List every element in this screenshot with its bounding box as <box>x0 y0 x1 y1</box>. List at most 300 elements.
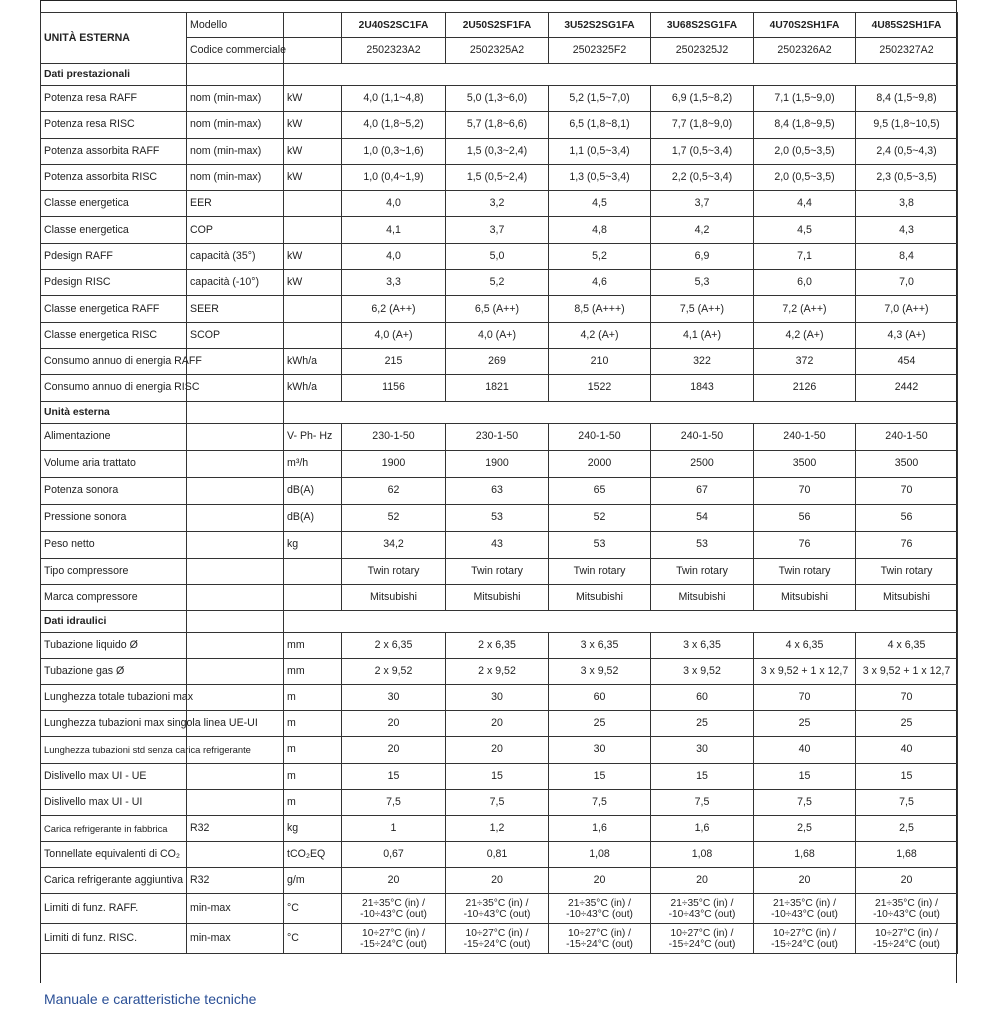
spec-value: 4,3 (A+) <box>856 322 958 348</box>
spec-value: 5,2 <box>446 270 549 296</box>
spec-value: 4,1 (A+) <box>651 322 754 348</box>
footer-heading-fragment: Manuale e caratteristiche tecniche <box>44 991 257 1007</box>
row-sublabel <box>187 558 284 584</box>
spec-value: 4,2 (A+) <box>549 322 651 348</box>
spec-row <box>41 868 958 894</box>
spec-row <box>41 477 958 504</box>
row-label: Potenza resa RAFF <box>41 86 187 112</box>
row-unit: kW <box>284 243 342 269</box>
spec-value: 2,0 (0,5~3,5) <box>754 138 856 164</box>
spec-value: 2000 <box>549 450 651 477</box>
spec-value: 53 <box>549 531 651 558</box>
row-label: Peso netto <box>41 531 187 558</box>
row-sublabel: nom (min-max) <box>187 164 284 190</box>
commercial-code: 2502325A2 <box>446 38 549 64</box>
spec-value: 2 x 9,52 <box>446 658 549 684</box>
spec-row <box>41 450 958 477</box>
row-unit: V- Ph- Hz <box>284 423 342 450</box>
section-row <box>41 401 958 423</box>
spec-value: Mitsubishi <box>549 584 651 610</box>
row-sublabel <box>187 450 284 477</box>
spec-value: 6,9 (1,5~8,2) <box>651 86 754 112</box>
row-unit: dB(A) <box>284 504 342 531</box>
spec-value: 15 <box>856 763 958 789</box>
spec-value: 30 <box>446 684 549 710</box>
spec-value: Twin rotary <box>549 558 651 584</box>
row-unit: kW <box>284 164 342 190</box>
spec-value: 4,3 <box>856 217 958 243</box>
spec-value: 210 <box>549 348 651 374</box>
spec-value: 56 <box>754 504 856 531</box>
spec-row <box>41 632 958 658</box>
spec-value: 7,5 <box>856 789 958 815</box>
spec-row <box>41 191 958 217</box>
spec-value: 5,0 (1,3~6,0) <box>446 86 549 112</box>
row-unit: m <box>284 763 342 789</box>
spec-value: 20 <box>754 868 856 894</box>
spec-row <box>41 737 958 763</box>
row-label: Pdesign RAFF <box>41 243 187 269</box>
spec-value: 3,2 <box>446 191 549 217</box>
spec-value: 1900 <box>446 450 549 477</box>
spec-value: 1900 <box>342 450 446 477</box>
spec-value: 7,0 <box>856 270 958 296</box>
spec-value: 25 <box>549 711 651 737</box>
spec-value: 269 <box>446 348 549 374</box>
spec-value: 5,2 <box>549 243 651 269</box>
spec-value: Mitsubishi <box>446 584 549 610</box>
spec-value: 6,0 <box>754 270 856 296</box>
row-unit: kW <box>284 138 342 164</box>
spec-row <box>41 558 958 584</box>
spec-value: 1,0 (0,3~1,6) <box>342 138 446 164</box>
section-title: Unità esterna <box>41 401 187 423</box>
row-sublabel: R32 <box>187 868 284 894</box>
spec-value: 8,5 (A+++) <box>549 296 651 322</box>
row-label: Classe energetica <box>41 217 187 243</box>
model-name: 2U50S2SF1FA <box>446 13 549 38</box>
spec-value: 2,5 <box>754 815 856 841</box>
spec-row <box>41 815 958 841</box>
spec-value: 4,4 <box>754 191 856 217</box>
header-code-label: Codice commerciale <box>187 38 284 64</box>
row-label: Carica refrigerante in fabbrica <box>41 815 187 841</box>
row-unit: m³/h <box>284 450 342 477</box>
row-label: Classe energetica <box>41 191 187 217</box>
section-empty-cell <box>187 64 284 86</box>
row-label: Limiti di funz. RISC. <box>41 924 187 954</box>
spec-value: 3500 <box>754 450 856 477</box>
row-sublabel <box>187 658 284 684</box>
row-unit: m <box>284 711 342 737</box>
row-unit <box>284 322 342 348</box>
spec-value: 1,08 <box>651 842 754 868</box>
header-empty-cell <box>284 13 342 38</box>
row-unit: kW <box>284 112 342 138</box>
model-name: 3U68S2SG1FA <box>651 13 754 38</box>
row-sublabel <box>187 531 284 558</box>
spec-value: 6,2 (A++) <box>342 296 446 322</box>
spec-value: 230-1-50 <box>446 423 549 450</box>
spec-value: 4 x 6,35 <box>754 632 856 658</box>
row-label: Lunghezza tubazioni std senza carica refrigerante <box>41 737 187 763</box>
spec-value: 15 <box>549 763 651 789</box>
spec-value: Mitsubishi <box>342 584 446 610</box>
row-label: Classe energetica RAFF <box>41 296 187 322</box>
spec-value: 60 <box>651 684 754 710</box>
spec-value: 1,68 <box>754 842 856 868</box>
spec-value: 1,08 <box>549 842 651 868</box>
spec-value: 4,0 (1,8~5,2) <box>342 112 446 138</box>
spec-value: 1821 <box>446 375 549 401</box>
spec-value: 3 x 9,52 + 1 x 12,7 <box>754 658 856 684</box>
spec-value: 30 <box>342 684 446 710</box>
spec-table-body <box>41 13 958 954</box>
row-sublabel: SEER <box>187 296 284 322</box>
spec-value: 4 x 6,35 <box>856 632 958 658</box>
row-sublabel: nom (min-max) <box>187 86 284 112</box>
spec-value: 5,3 <box>651 270 754 296</box>
row-unit: m <box>284 737 342 763</box>
row-unit <box>284 584 342 610</box>
spec-value: 63 <box>446 477 549 504</box>
spec-value: 3 x 9,52 + 1 x 12,7 <box>856 658 958 684</box>
row-sublabel <box>187 789 284 815</box>
spec-value: 40 <box>754 737 856 763</box>
row-label: Marca compressore <box>41 584 187 610</box>
spec-value: 3 x 9,52 <box>651 658 754 684</box>
spec-value: 20 <box>549 868 651 894</box>
section-empty-cell <box>187 610 284 632</box>
spec-value: 7,5 <box>754 789 856 815</box>
row-sublabel: min-max <box>187 894 284 924</box>
row-label: Alimentazione <box>41 423 187 450</box>
spec-value: 215 <box>342 348 446 374</box>
row-label: Volume aria trattato <box>41 450 187 477</box>
spec-value: 7,1 <box>754 243 856 269</box>
spec-value: 7,5 <box>342 789 446 815</box>
spec-value: 30 <box>651 737 754 763</box>
row-label: Consumo annuo di energia RAFF <box>41 348 187 374</box>
row-sublabel <box>187 763 284 789</box>
spec-value: 6,9 <box>651 243 754 269</box>
spec-table <box>40 12 958 954</box>
row-sublabel: nom (min-max) <box>187 112 284 138</box>
row-label: Pressione sonora <box>41 504 187 531</box>
spec-value: 25 <box>754 711 856 737</box>
spec-value: 4,5 <box>754 217 856 243</box>
row-sublabel <box>187 632 284 658</box>
spec-value: 4,0 (A+) <box>342 322 446 348</box>
spec-row <box>41 789 958 815</box>
spec-row <box>41 763 958 789</box>
spec-value: Mitsubishi <box>754 584 856 610</box>
spec-value: 10÷27°C (in) / -15÷24°C (out) <box>856 924 958 954</box>
spec-value: 20 <box>856 868 958 894</box>
spec-value: 3500 <box>856 450 958 477</box>
spec-value: 70 <box>754 684 856 710</box>
spec-value: 2442 <box>856 375 958 401</box>
row-label: Pdesign RISC <box>41 270 187 296</box>
spec-value: 1 <box>342 815 446 841</box>
spec-row <box>41 164 958 190</box>
spec-value: 1522 <box>549 375 651 401</box>
spec-value: 1156 <box>342 375 446 401</box>
row-label: Tubazione liquido Ø <box>41 632 187 658</box>
spec-value: 2 x 6,35 <box>342 632 446 658</box>
spec-value: 25 <box>651 711 754 737</box>
spec-row <box>41 243 958 269</box>
spec-value: 6,5 (A++) <box>446 296 549 322</box>
spec-value: Twin rotary <box>651 558 754 584</box>
row-label: Potenza assorbita RISC <box>41 164 187 190</box>
spec-value: 10÷27°C (in) / -15÷24°C (out) <box>651 924 754 954</box>
row-unit: dB(A) <box>284 477 342 504</box>
row-sublabel <box>187 423 284 450</box>
spec-value: 21÷35°C (in) / -10÷43°C (out) <box>446 894 549 924</box>
spec-row <box>41 112 958 138</box>
spec-row <box>41 531 958 558</box>
spec-value: 70 <box>856 477 958 504</box>
spec-value: 2,5 <box>856 815 958 841</box>
section-empty-cell <box>187 401 284 423</box>
spec-value: 76 <box>754 531 856 558</box>
header-row-model <box>41 13 958 38</box>
spec-value: 76 <box>856 531 958 558</box>
commercial-code: 2502325J2 <box>651 38 754 64</box>
spec-value: 1,5 (0,5~2,4) <box>446 164 549 190</box>
spec-value: 20 <box>342 737 446 763</box>
row-unit: kW <box>284 270 342 296</box>
model-name: 4U85S2SH1FA <box>856 13 958 38</box>
spec-value: 21÷35°C (in) / -10÷43°C (out) <box>856 894 958 924</box>
row-unit: °C <box>284 894 342 924</box>
spec-value: 1,68 <box>856 842 958 868</box>
spec-row <box>41 270 958 296</box>
header-title: UNITÀ ESTERNA <box>41 13 187 64</box>
spec-value: 21÷35°C (in) / -10÷43°C (out) <box>342 894 446 924</box>
model-name: 3U52S2SG1FA <box>549 13 651 38</box>
spec-value: 30 <box>549 737 651 763</box>
spec-value: 8,4 (1,8~9,5) <box>754 112 856 138</box>
spec-row <box>41 684 958 710</box>
row-sublabel: EER <box>187 191 284 217</box>
spec-value: 70 <box>856 684 958 710</box>
row-unit: m <box>284 789 342 815</box>
spec-value: 0,81 <box>446 842 549 868</box>
spec-value: 4,2 (A+) <box>754 322 856 348</box>
spec-value: 7,5 <box>446 789 549 815</box>
section-row <box>41 610 958 632</box>
row-unit: tCO₂EQ <box>284 842 342 868</box>
commercial-code: 2502323A2 <box>342 38 446 64</box>
header-empty-cell <box>284 38 342 64</box>
spec-value: 372 <box>754 348 856 374</box>
spec-value: 15 <box>754 763 856 789</box>
spec-value: 7,2 (A++) <box>754 296 856 322</box>
spec-value: 21÷35°C (in) / -10÷43°C (out) <box>651 894 754 924</box>
model-name: 4U70S2SH1FA <box>754 13 856 38</box>
spec-value: 4,5 <box>549 191 651 217</box>
spec-value: 454 <box>856 348 958 374</box>
spec-value: 3 x 6,35 <box>651 632 754 658</box>
spec-row <box>41 894 958 924</box>
spec-value: 3,7 <box>651 191 754 217</box>
header-model-label: Modello <box>187 13 284 38</box>
spec-value: 4,0 <box>342 191 446 217</box>
row-label: Tubazione gas Ø <box>41 658 187 684</box>
spec-value: 4,0 <box>342 243 446 269</box>
row-unit <box>284 217 342 243</box>
spec-value: 7,5 (A++) <box>651 296 754 322</box>
commercial-code: 2502327A2 <box>856 38 958 64</box>
spec-value: 53 <box>446 504 549 531</box>
spec-value: 2,4 (0,5~4,3) <box>856 138 958 164</box>
row-unit: kg <box>284 815 342 841</box>
spec-value: 10÷27°C (in) / -15÷24°C (out) <box>446 924 549 954</box>
spec-row <box>41 296 958 322</box>
spec-value: 15 <box>446 763 549 789</box>
row-unit: g/m <box>284 868 342 894</box>
spec-value: 1,7 (0,5~3,4) <box>651 138 754 164</box>
spec-value: Twin rotary <box>342 558 446 584</box>
spec-value: 52 <box>549 504 651 531</box>
row-label: Lunghezza tubazioni max singola linea UE-UI <box>41 711 187 737</box>
spec-row <box>41 348 958 374</box>
spec-value: 9,5 (1,8~10,5) <box>856 112 958 138</box>
spec-value: 20 <box>446 711 549 737</box>
row-unit: kW <box>284 86 342 112</box>
row-unit: mm <box>284 632 342 658</box>
row-label: Tipo compressore <box>41 558 187 584</box>
row-sublabel: SCOP <box>187 322 284 348</box>
spec-row <box>41 86 958 112</box>
row-sublabel: capacità (-10°) <box>187 270 284 296</box>
spec-value: 7,0 (A++) <box>856 296 958 322</box>
spec-row <box>41 584 958 610</box>
section-title: Dati prestazionali <box>41 64 187 86</box>
spec-row <box>41 504 958 531</box>
spec-value: 7,5 <box>651 789 754 815</box>
row-unit: kWh/a <box>284 375 342 401</box>
spec-row <box>41 138 958 164</box>
row-label: Carica refrigerante aggiuntiva <box>41 868 187 894</box>
row-label: Limiti di funz. RAFF. <box>41 894 187 924</box>
row-sublabel: min-max <box>187 924 284 954</box>
section-empty-cell <box>284 401 958 423</box>
row-sublabel: capacità (35°) <box>187 243 284 269</box>
row-unit: kg <box>284 531 342 558</box>
spec-value: Twin rotary <box>754 558 856 584</box>
spec-value: 4,8 <box>549 217 651 243</box>
spec-value: 52 <box>342 504 446 531</box>
spec-value: 5,0 <box>446 243 549 269</box>
spec-value: Twin rotary <box>856 558 958 584</box>
spec-value: 7,7 (1,8~9,0) <box>651 112 754 138</box>
row-label: Dislivello max UI - UE <box>41 763 187 789</box>
row-label: Potenza sonora <box>41 477 187 504</box>
spec-value: 3 x 6,35 <box>549 632 651 658</box>
spec-value: 240-1-50 <box>651 423 754 450</box>
spec-row <box>41 842 958 868</box>
spec-value: 2,0 (0,5~3,5) <box>754 164 856 190</box>
section-title: Dati idraulici <box>41 610 187 632</box>
spec-value: 7,1 (1,5~9,0) <box>754 86 856 112</box>
spec-value: 2 x 9,52 <box>342 658 446 684</box>
row-sublabel <box>187 684 284 710</box>
spec-value: 3,7 <box>446 217 549 243</box>
row-label: Potenza assorbita RAFF <box>41 138 187 164</box>
model-name: 2U40S2SC1FA <box>342 13 446 38</box>
spec-value: 240-1-50 <box>856 423 958 450</box>
commercial-code: 2502325F2 <box>549 38 651 64</box>
spec-value: 60 <box>549 684 651 710</box>
spec-row <box>41 423 958 450</box>
spec-value: 1,6 <box>549 815 651 841</box>
spec-value: 2 x 6,35 <box>446 632 549 658</box>
row-unit <box>284 558 342 584</box>
row-unit: kWh/a <box>284 348 342 374</box>
row-sublabel: R32 <box>187 815 284 841</box>
row-sublabel <box>187 375 284 401</box>
spec-value: 56 <box>856 504 958 531</box>
row-sublabel <box>187 477 284 504</box>
spec-value: 1,6 <box>651 815 754 841</box>
spec-value: 7,5 <box>549 789 651 815</box>
spec-value: 20 <box>342 711 446 737</box>
row-sublabel: COP <box>187 217 284 243</box>
spec-value: 40 <box>856 737 958 763</box>
spec-value: 5,7 (1,8~6,6) <box>446 112 549 138</box>
spec-value: 4,0 (A+) <box>446 322 549 348</box>
spec-value: 54 <box>651 504 754 531</box>
spec-value: 4,1 <box>342 217 446 243</box>
row-label: Consumo annuo di energia RISC <box>41 375 187 401</box>
spec-value: 322 <box>651 348 754 374</box>
spec-value: Mitsubishi <box>856 584 958 610</box>
spec-value: Mitsubishi <box>651 584 754 610</box>
spec-value: 2500 <box>651 450 754 477</box>
spec-value: 21÷35°C (in) / -10÷43°C (out) <box>549 894 651 924</box>
spec-row <box>41 711 958 737</box>
spec-value: 4,0 (1,1~4,8) <box>342 86 446 112</box>
spec-value: 20 <box>651 868 754 894</box>
spec-value: 2,3 (0,5~3,5) <box>856 164 958 190</box>
row-sublabel <box>187 504 284 531</box>
spec-value: 6,5 (1,8~8,1) <box>549 112 651 138</box>
spec-value: 21÷35°C (in) / -10÷43°C (out) <box>754 894 856 924</box>
spec-value: 43 <box>446 531 549 558</box>
spec-value: 1,0 (0,4~1,9) <box>342 164 446 190</box>
spec-value: 34,2 <box>342 531 446 558</box>
row-unit: m <box>284 684 342 710</box>
spec-value: 230-1-50 <box>342 423 446 450</box>
spec-value: 20 <box>446 868 549 894</box>
spec-row <box>41 375 958 401</box>
spec-value: 0,67 <box>342 842 446 868</box>
spec-value: 20 <box>342 868 446 894</box>
spec-value: 67 <box>651 477 754 504</box>
spec-value: 53 <box>651 531 754 558</box>
row-sublabel <box>187 584 284 610</box>
spec-value: 2,2 (0,5~3,4) <box>651 164 754 190</box>
spec-value: 10÷27°C (in) / -15÷24°C (out) <box>754 924 856 954</box>
section-empty-cell <box>284 610 958 632</box>
spec-value: 65 <box>549 477 651 504</box>
spec-value: 20 <box>446 737 549 763</box>
row-label: Tonnellate equivalenti di CO₂ <box>41 842 187 868</box>
row-unit <box>284 191 342 217</box>
